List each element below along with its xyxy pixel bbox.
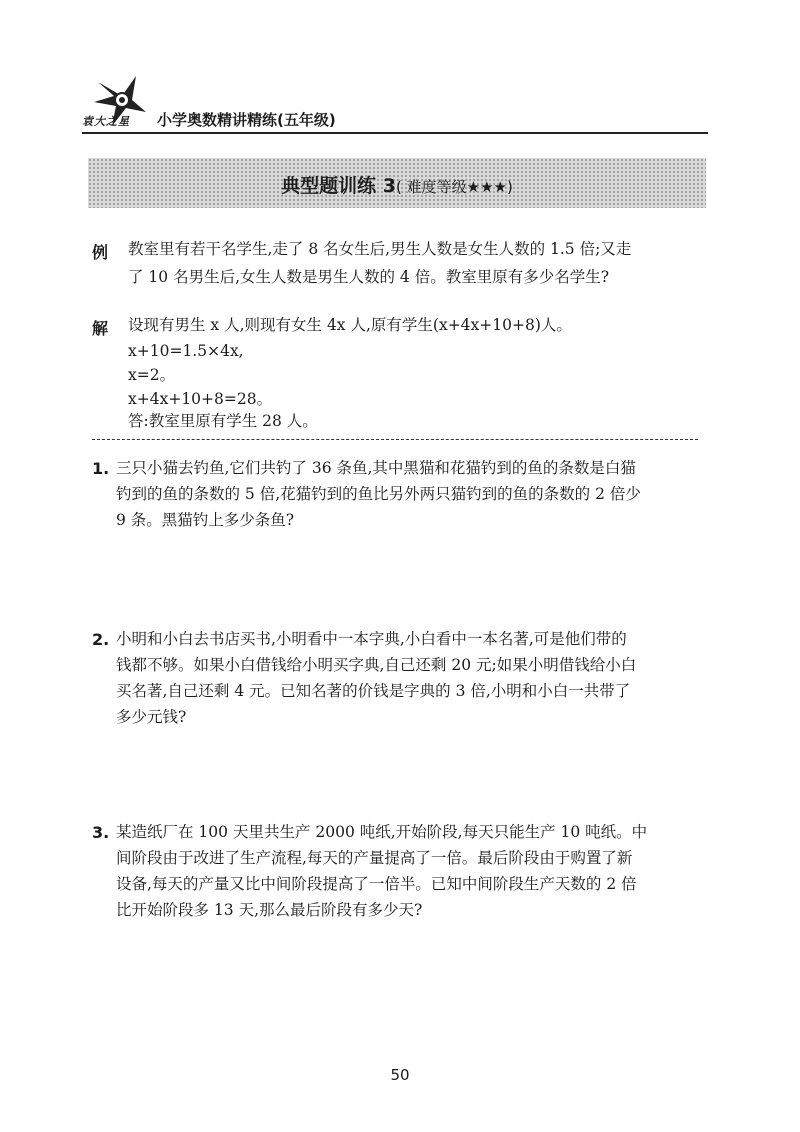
difficulty-label: ( 难度等级★★★) bbox=[396, 178, 513, 196]
problem-line: 钓到的鱼的条数的 5 倍,花猫钓到的鱼比另外两只猫钓到的鱼的条数的 2 倍少 bbox=[116, 485, 641, 503]
brand-name: 袁大之星 bbox=[82, 115, 130, 128]
page-number: 50 bbox=[390, 1066, 410, 1084]
problem-line: 比开始阶段多 13 天,那么最后阶段有多少天? bbox=[116, 901, 423, 919]
dashed-divider bbox=[92, 439, 698, 440]
problem-number: 3. bbox=[92, 823, 110, 842]
solution-line: x+4x+10+8=28。 bbox=[128, 390, 273, 408]
solution-line: 设现有男生 x 人,则现有女生 4x 人,原有学生(x+4x+10+8)人。 bbox=[128, 316, 572, 334]
problem-number: 1. bbox=[92, 459, 110, 478]
example-tag: 例 bbox=[92, 243, 109, 262]
section-header bbox=[88, 158, 706, 208]
problem-line: 钱都不够。如果小白借钱给小明买字典,自己还剩 20 元;如果小明借钱给小白 bbox=[116, 656, 637, 674]
example-line: 教室里有若干名学生,走了 8 名女生后,男生人数是女生人数的 1.5 倍;又走 bbox=[128, 240, 632, 258]
problem-number: 2. bbox=[92, 630, 110, 649]
problem-line: 小明和小白去书店买书,小明看中一本字典,小白看中一本名著,可是他们带的 bbox=[116, 630, 627, 648]
problem-line: 三只小猫去钓鱼,它们共钓了 36 条鱼,其中黑猫和花猫钓到的鱼的条数是白猫 bbox=[116, 459, 636, 477]
book-title: 小学奥数精讲精练(五年级) bbox=[157, 111, 336, 129]
solution-line: x=2。 bbox=[128, 366, 176, 384]
problem-line: 间阶段由于改进了生产流程,每天的产量提高了一倍。最后阶段由于购置了新 bbox=[116, 849, 633, 867]
problem-line: 买名著,自己还剩 4 元。已知名著的价钱是字典的 3 倍,小明和小白一共带了 bbox=[116, 682, 631, 700]
header-rule bbox=[82, 132, 708, 134]
section-title bbox=[88, 171, 706, 198]
problem-line: 设备,每天的产量又比中间阶段提高了一倍半。已知中间阶段生产天数的 2 倍 bbox=[116, 875, 637, 893]
problem-line: 某造纸厂在 100 天里共生产 2000 吨纸,开始阶段,每天只能生产 10 吨纸。中 bbox=[116, 823, 648, 841]
solution-tag: 解 bbox=[92, 319, 109, 338]
answer-line: 答:教室里原有学生 28 人。 bbox=[128, 412, 318, 430]
example-line: 了 10 名男生后,女生人数是男生人数的 4 倍。教室里原有多少名学生? bbox=[128, 268, 610, 286]
problem-line: 9 条。黑猫钓上多少条鱼? bbox=[116, 511, 295, 529]
solution-line: x+10=1.5×4x, bbox=[128, 342, 244, 360]
section-title-text: 典型题训练 3 bbox=[281, 175, 396, 197]
problem-line: 多少元钱? bbox=[116, 708, 187, 726]
